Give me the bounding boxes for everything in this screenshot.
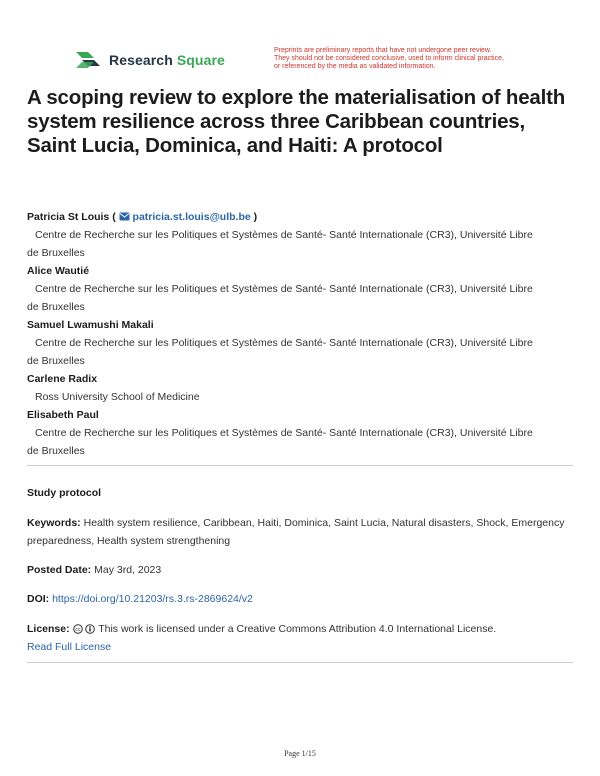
author-block: [27, 262, 577, 316]
preprint-disclaimer-line: or referenced by the media as validated information.: [274, 63, 436, 70]
mail-icon: [119, 212, 130, 221]
research-square-logo-icon: [74, 49, 102, 71]
author-affiliation: Centre de Recherche sur les Politiques et Systèmes de Santé- Santé Internationale (CR3), Université Libre de Bruxelles: [27, 337, 533, 367]
author-name: Samuel Lwamushi Makali: [27, 319, 154, 331]
doi-link[interactable]: https://doi.org/10.21203/rs.3.rs-2869624/v2: [52, 593, 253, 605]
author-name: Patricia St Louis: [27, 211, 110, 223]
posted-date-value: May 3rd, 2023: [94, 564, 162, 576]
attribution-icon: [85, 624, 95, 634]
divider: [27, 465, 573, 466]
header: [74, 47, 574, 77]
preprint-disclaimer-line: They should not be considered conclusive, used to inform clinical practice,: [274, 55, 504, 62]
logo-word-square: Square: [176, 52, 225, 68]
author-block: [27, 370, 577, 406]
research-square-logo[interactable]: [74, 49, 225, 71]
author-affiliation: Centre de Recherche sur les Politiques et Systèmes de Santé- Santé Internationale (CR3), Université Libre de Bruxelles: [27, 229, 533, 259]
author-affiliation: Centre de Recherche sur les Politiques et Systèmes de Santé- Santé Internationale (CR3), Université Libre de Bruxelles: [27, 283, 533, 313]
logo-text: [109, 52, 225, 68]
article-type: Study protocol: [27, 487, 102, 499]
license: [27, 620, 577, 656]
paper-title: A scoping review to explore the materialisation of health system resilience across three Caribbean countries, Saint Lucia, Dominica, and Haiti: A protocol: [27, 86, 566, 157]
author-block: Patricia St Louis ( patricia.st.louis@ulb.be ) Centre de Recherche sur les Politiques et Systèmes de Santé- Santé Internationale (CR3), Université Libre de Bruxelles: [27, 208, 577, 262]
posted-date-label: Posted Date:: [27, 564, 92, 576]
author-name: Alice Wautié: [27, 265, 90, 277]
preprint-disclaimer: [274, 47, 574, 71]
author-name: Carlene Radix: [27, 373, 98, 385]
author-affiliation: Ross University School of Medicine: [35, 391, 200, 403]
svg-text:cc: cc: [74, 627, 81, 633]
doi: [27, 590, 577, 608]
author-affiliation: Centre de Recherche sur les Politiques et Systèmes de Santé- Santé Internationale (CR3), Université Libre de Bruxelles: [27, 427, 533, 457]
keywords-label: Keywords:: [27, 517, 81, 529]
author-email-link[interactable]: patricia.st.louis@ulb.be: [132, 211, 251, 223]
license-text: This work is licensed under a Creative Commons Attribution 4.0 International License.: [98, 623, 497, 635]
author-block: [27, 406, 577, 460]
keywords-value: Health system resilience, Caribbean, Haiti, Dominica, Saint Lucia, Natural disasters, Shock, Emergency preparedness, Health system strengthening: [27, 517, 565, 547]
keywords: [27, 514, 577, 550]
logo-word-research: Research: [109, 52, 173, 68]
author-block: [27, 316, 577, 370]
posted-date: [27, 561, 577, 579]
divider: [27, 662, 573, 663]
author-list: [27, 208, 577, 460]
author-name: Elisabeth Paul: [27, 409, 99, 421]
doi-label: DOI:: [27, 593, 50, 605]
read-full-license-link[interactable]: Read Full License: [27, 641, 112, 653]
page-number: Page 1/15: [284, 749, 316, 758]
creative-commons-icon: [73, 624, 83, 634]
preprint-disclaimer-line: Preprints are preliminary reports that have not undergone peer review.: [274, 47, 492, 54]
license-label: License:: [27, 623, 70, 635]
